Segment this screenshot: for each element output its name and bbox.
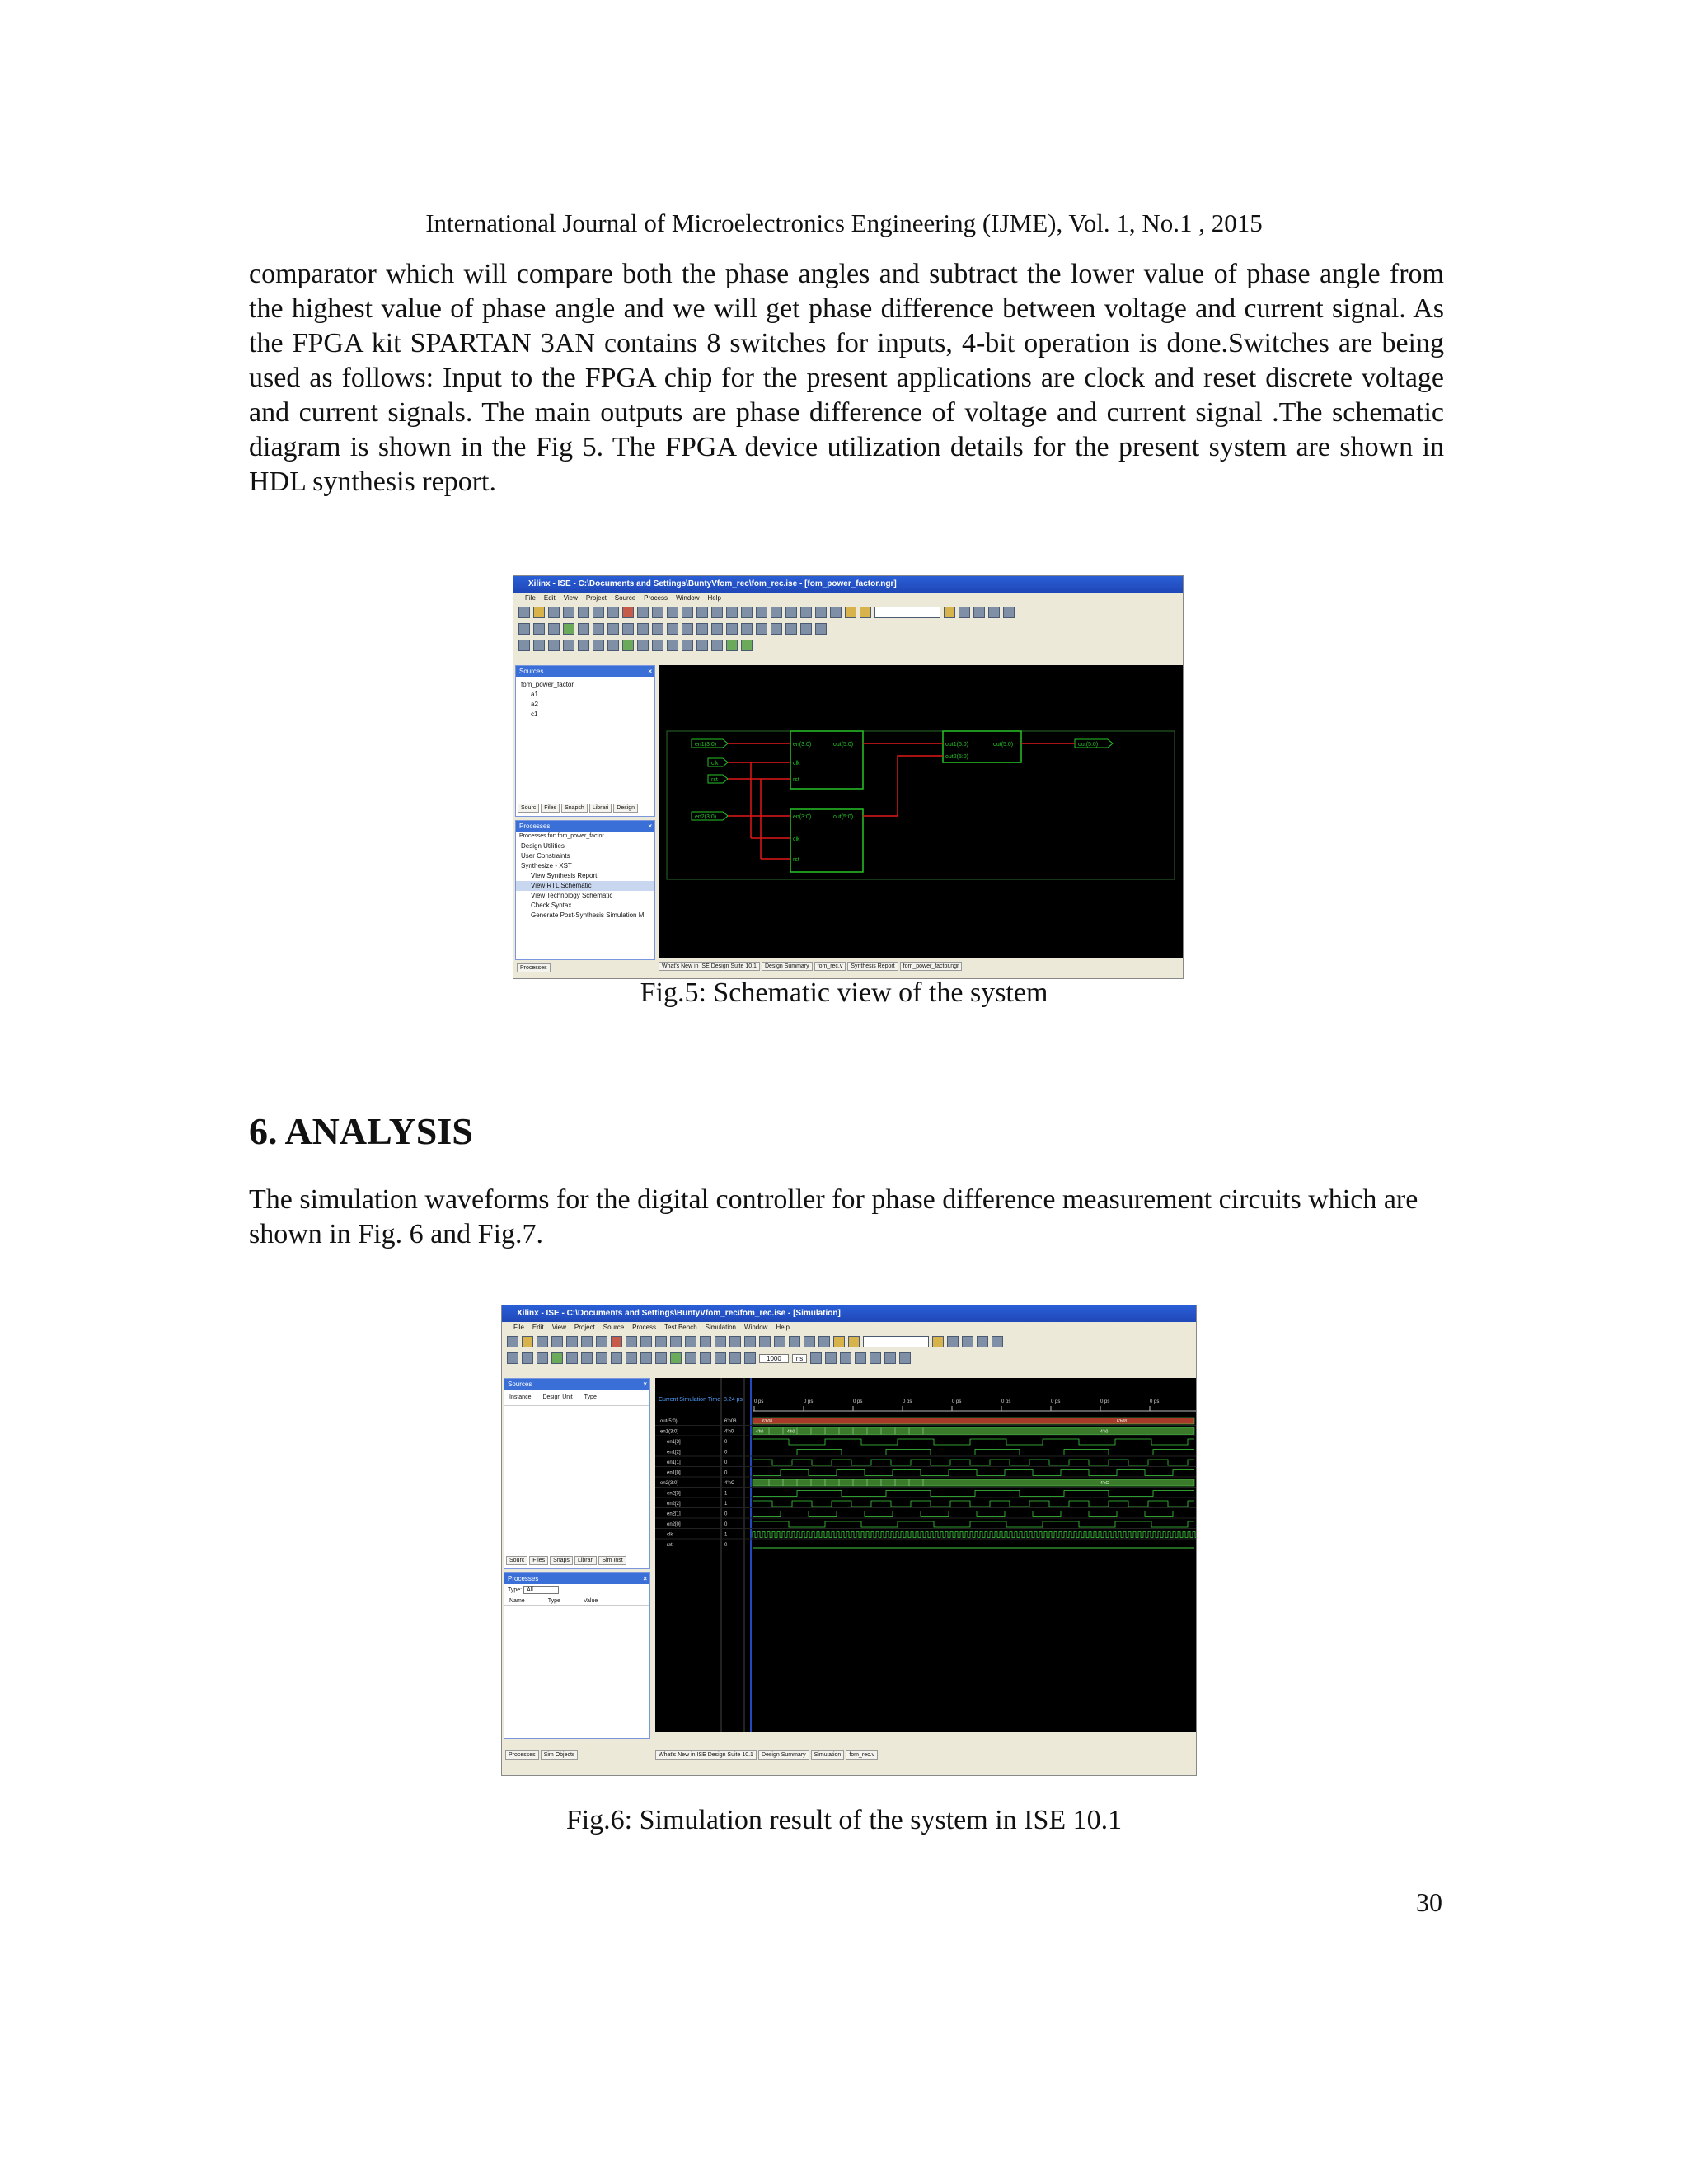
- wire: [863, 756, 943, 816]
- time-tick-label: 0 ps: [903, 1399, 912, 1404]
- menu-file[interactable]: File: [525, 594, 536, 602]
- bit-trace: [753, 1511, 1194, 1517]
- figure-6-screenshot: [501, 1305, 1197, 1776]
- pin-label: clk: [793, 761, 800, 766]
- menu-edit[interactable]: Edit: [543, 594, 556, 602]
- time-tick-label: 0 ps: [804, 1399, 814, 1404]
- doc-tab[interactable]: Simulation: [811, 1750, 845, 1760]
- pin-label: en(3:0): [793, 742, 812, 748]
- close-icon[interactable]: ×: [643, 1575, 647, 1582]
- body-paragraph-2: The simulation waveforms for the digital controller for phase difference measurement circuits which are shown in Fig. 6 and Fig.7.: [249, 1184, 1418, 1249]
- column-header[interactable]: Name: [509, 1598, 525, 1604]
- type-label: Type:: [508, 1587, 523, 1593]
- bus-segment: [753, 1479, 1194, 1486]
- port-label: clk: [711, 761, 719, 766]
- menu-view[interactable]: View: [563, 594, 578, 602]
- process-item[interactable]: View Technology Schematic: [531, 892, 613, 899]
- bit-trace: [753, 1521, 1194, 1527]
- signal-value: 0: [724, 1470, 728, 1476]
- pin-label: en(3:0): [793, 814, 812, 820]
- menu-process[interactable]: Process: [632, 1324, 657, 1331]
- menu-file[interactable]: File: [513, 1324, 524, 1331]
- phase-block-1[interactable]: [790, 731, 863, 789]
- menu-help[interactable]: Help: [776, 1324, 790, 1331]
- time-tick-label: 0 ps: [853, 1399, 863, 1404]
- window-title: Xilinx - ISE - C:\Documents and Settings\BuntyVfom_rec\fom_rec.ise - [Simulation]: [502, 1305, 1196, 1322]
- menu-simulation[interactable]: Simulation: [705, 1324, 736, 1331]
- doc-tab[interactable]: What's New in ISE Design Suite 10.1: [659, 962, 760, 971]
- column-header[interactable]: Type: [584, 1394, 597, 1400]
- figure-5-caption: Fig.5: Schematic view of the system: [640, 977, 1048, 1008]
- tab-processes[interactable]: Processes: [517, 963, 551, 972]
- pin-label: rst: [793, 857, 799, 863]
- port-label: en2(3:0): [695, 814, 717, 820]
- tab-processes[interactable]: Processes: [505, 1750, 539, 1760]
- close-icon[interactable]: ×: [648, 823, 652, 830]
- waveform-en230[interactable]: [753, 1479, 1194, 1486]
- menu-bar[interactable]: [513, 593, 1183, 604]
- toolbar-1[interactable]: [502, 1333, 1196, 1350]
- pin-label: out(5:0): [993, 742, 1014, 748]
- window-title: Xilinx - ISE - C:\Documents and Settings\BuntyVfom_rec\fom_rec.ise - [fom_power_factor.ngr]: [513, 576, 1183, 593]
- bus-value-label: 4'hC: [1100, 1481, 1109, 1486]
- pin-label: rst: [793, 777, 799, 783]
- time-tick-label: 0 ps: [1150, 1399, 1160, 1404]
- signal-value: 0: [724, 1440, 728, 1445]
- bus-value-label: 4'h0: [1100, 1429, 1109, 1435]
- tab-snapshots[interactable]: Snaps: [550, 1556, 573, 1565]
- waveform-en20[interactable]: [753, 1521, 1194, 1527]
- running-header: International Journal of Microelectronics Engineering (IJME), Vol. 1, No.1 , 2015: [425, 209, 1263, 237]
- menu-edit[interactable]: Edit: [532, 1324, 544, 1331]
- close-icon[interactable]: ×: [648, 668, 652, 675]
- column-header[interactable]: Instance: [509, 1394, 532, 1400]
- close-icon[interactable]: ×: [643, 1380, 647, 1388]
- bit-trace: [753, 1501, 1194, 1507]
- menu-source[interactable]: Source: [603, 1324, 625, 1331]
- doc-tab[interactable]: Design Summary: [762, 962, 813, 971]
- bus-segment: [753, 1428, 1194, 1435]
- signal-value: 0: [724, 1522, 728, 1527]
- signal-value: 1: [724, 1502, 728, 1507]
- signal-name[interactable]: en1[3]: [667, 1440, 681, 1445]
- waveform-window[interactable]: [655, 1378, 1196, 1732]
- tab-sim-instances[interactable]: Sim Inst: [598, 1556, 626, 1565]
- signal-value: 1: [724, 1532, 728, 1538]
- pin-label: out(5:0): [833, 814, 854, 820]
- signal-name[interactable]: en1[2]: [667, 1450, 681, 1455]
- menu-help[interactable]: Help: [707, 594, 721, 602]
- waveform-en12[interactable]: [753, 1450, 1194, 1455]
- process-item[interactable]: Synthesize - XST: [521, 862, 572, 869]
- processes-title: Processes: [508, 1575, 539, 1582]
- toolbar-3[interactable]: [513, 637, 1183, 654]
- column-header[interactable]: Design Unit: [542, 1394, 573, 1400]
- tab-libraries[interactable]: Librari: [589, 804, 612, 813]
- sources-title: Sources: [519, 668, 544, 675]
- signal-name[interactable]: en2[1]: [667, 1511, 681, 1517]
- tab-snapshots[interactable]: Snapsh: [561, 804, 588, 813]
- section-heading: 6. ANALYSIS: [249, 1110, 473, 1152]
- figure-6-caption: Fig.6: Simulation result of the system in ISE 10.1: [565, 1805, 1123, 1835]
- waveform-en10[interactable]: [753, 1470, 1194, 1476]
- bus-segment: [753, 1418, 1194, 1424]
- body-paragraph-1: comparator which will compare both the phase angles and subtract the lower value of phase angle from the highest value of phase angle and we will get phase difference between voltage and current signal. As the FPGA kit SPARTAN 3AN contains 8 switches for inputs, 4-bit operation is done.Switches are being used as follows: Input to the FPGA chip for the present applications are clock and reset discrete voltage and current signals. The main outputs are phase difference of voltage and current signal .The schematic diagram is shown in the Fig 5. The FPGA device utilization details for the present system are shown in HDL synthesis report.: [249, 259, 1444, 497]
- waveform-en21[interactable]: [753, 1511, 1194, 1517]
- run-time-input[interactable]: 1000: [759, 1354, 789, 1363]
- tree-item[interactable]: a1: [531, 691, 538, 698]
- bus-value-label: 4'h0: [787, 1429, 795, 1435]
- page-number: 30: [1416, 1887, 1442, 1917]
- signal-name[interactable]: en2[0]: [667, 1522, 681, 1527]
- doc-tab[interactable]: Design Summary: [758, 1750, 809, 1760]
- time-tick-label: 0 ps: [1051, 1399, 1061, 1404]
- waveform-en22[interactable]: [753, 1501, 1194, 1507]
- time-tick-label: 0 ps: [754, 1399, 764, 1404]
- waveform-en23[interactable]: [753, 1491, 1194, 1497]
- signal-value: 4'hC: [724, 1481, 735, 1486]
- process-item[interactable]: Design Utilities: [521, 842, 565, 850]
- tab-sim-objects[interactable]: Sim Objects: [541, 1750, 579, 1760]
- signal-name[interactable]: rst: [667, 1543, 673, 1548]
- signal-name[interactable]: clk: [667, 1532, 673, 1538]
- time-tick-label: 0 ps: [1100, 1399, 1110, 1404]
- waveform-clk[interactable]: [753, 1532, 1196, 1538]
- tab-sources[interactable]: Sourc: [506, 1556, 528, 1565]
- toolbar-2[interactable]: [502, 1350, 1196, 1366]
- tab-files[interactable]: Files: [529, 1556, 548, 1565]
- toolbar-1[interactable]: [513, 604, 1183, 621]
- port-label: out(5:0): [1078, 742, 1099, 748]
- process-item[interactable]: User Constraints: [521, 852, 570, 860]
- tree-item[interactable]: fom_power_factor: [521, 681, 574, 688]
- menu-source[interactable]: Source: [614, 594, 636, 602]
- signal-name[interactable]: en2(3:0): [660, 1481, 679, 1486]
- sources-panel: [504, 1378, 650, 1569]
- run-unit-select[interactable]: ns: [792, 1354, 807, 1363]
- bit-trace: [753, 1450, 1194, 1455]
- signal-name[interactable]: en1[0]: [667, 1470, 681, 1476]
- signal-name[interactable]: out(5:0): [660, 1419, 678, 1424]
- menu-project[interactable]: Project: [585, 594, 607, 602]
- tab-libraries[interactable]: Librari: [574, 1556, 597, 1565]
- signal-value: 0: [724, 1450, 728, 1455]
- type-select[interactable]: All: [523, 1586, 559, 1594]
- process-item[interactable]: View RTL Schematic: [516, 881, 654, 891]
- signal-value: 1: [724, 1491, 728, 1497]
- time-tick-label: 0 ps: [952, 1399, 962, 1404]
- waveform-en13[interactable]: [753, 1439, 1194, 1445]
- menu-view[interactable]: View: [551, 1324, 566, 1331]
- processes-panel: [515, 820, 655, 960]
- process-item[interactable]: View Synthesis Report: [531, 872, 598, 879]
- doc-tab[interactable]: fom_power_factor.ngr: [900, 962, 963, 971]
- tree-item[interactable]: a2: [531, 701, 538, 708]
- tab-design[interactable]: Design: [613, 804, 638, 813]
- sources-panel: [515, 665, 655, 817]
- tree-item[interactable]: c1: [531, 710, 538, 718]
- processes-title: Processes: [519, 823, 551, 830]
- signal-name[interactable]: en1(3:0): [660, 1429, 679, 1435]
- signal-value: 0: [724, 1511, 728, 1517]
- menu-process[interactable]: Process: [644, 594, 668, 602]
- doc-tab[interactable]: fom_rec.v: [814, 962, 846, 971]
- waveform-en130[interactable]: [753, 1428, 1194, 1435]
- menu-bar[interactable]: [502, 1322, 1196, 1333]
- menu-test-bench[interactable]: Test Bench: [664, 1324, 697, 1331]
- waveform-out50[interactable]: [753, 1418, 1194, 1424]
- doc-tab[interactable]: What's New in ISE Design Suite 10.1: [655, 1750, 757, 1760]
- menu-project[interactable]: Project: [574, 1324, 595, 1331]
- processes-panel: [504, 1572, 650, 1739]
- toolbar-2[interactable]: [513, 621, 1183, 637]
- port-label: en1(3:0): [695, 742, 717, 748]
- tab-sources[interactable]: Sourc: [518, 804, 539, 813]
- top-module-outline: [667, 731, 1175, 879]
- signal-name[interactable]: en1[1]: [667, 1460, 681, 1465]
- signal-name[interactable]: en2[3]: [667, 1491, 681, 1497]
- time-tick-label: 0 ps: [1001, 1399, 1011, 1404]
- bit-trace: [753, 1491, 1194, 1497]
- process-item[interactable]: Check Syntax: [531, 902, 572, 909]
- bit-trace: [753, 1470, 1194, 1476]
- figure-5-screenshot: [513, 575, 1184, 979]
- doc-tab[interactable]: fom_rec.v: [846, 1750, 878, 1760]
- pin-label: out(5:0): [833, 742, 854, 748]
- processes-header: Processes for: fom_power_factor: [516, 832, 654, 841]
- pin-label: clk: [793, 837, 800, 842]
- process-item[interactable]: Generate Post-Synthesis Simulation M: [531, 912, 645, 919]
- sources-title: Sources: [508, 1380, 532, 1388]
- bus-value-label: 6'h08: [1117, 1419, 1128, 1424]
- bus-value-label: 6'h08: [762, 1419, 773, 1424]
- sim-time-label: Current Simulation Time: 8.24 ps: [659, 1397, 743, 1403]
- column-header[interactable]: Value: [583, 1598, 598, 1604]
- menu-window[interactable]: Window: [744, 1324, 768, 1331]
- pin-label: out1(5:0): [945, 742, 969, 748]
- bit-trace: [753, 1439, 1194, 1445]
- schematic-canvas[interactable]: [659, 665, 1183, 958]
- menu-window[interactable]: Window: [676, 594, 700, 602]
- signal-value: 0: [724, 1543, 728, 1548]
- signal-value: 4'h0: [724, 1429, 734, 1435]
- bus-value-label: 4'h0: [756, 1429, 764, 1435]
- port-label: rst: [711, 777, 718, 783]
- signal-name[interactable]: en2[2]: [667, 1502, 681, 1507]
- bit-trace: [753, 1460, 1194, 1465]
- clock-trace: [753, 1532, 1196, 1538]
- column-header[interactable]: Type: [547, 1598, 560, 1604]
- pin-label: out2(5:0): [945, 754, 969, 760]
- signal-value: 0: [724, 1460, 728, 1465]
- doc-tab[interactable]: Synthesis Report: [847, 962, 898, 971]
- waveform-en11[interactable]: [753, 1460, 1194, 1465]
- signal-value: 6'h08: [724, 1419, 737, 1424]
- tab-files[interactable]: Files: [541, 804, 560, 813]
